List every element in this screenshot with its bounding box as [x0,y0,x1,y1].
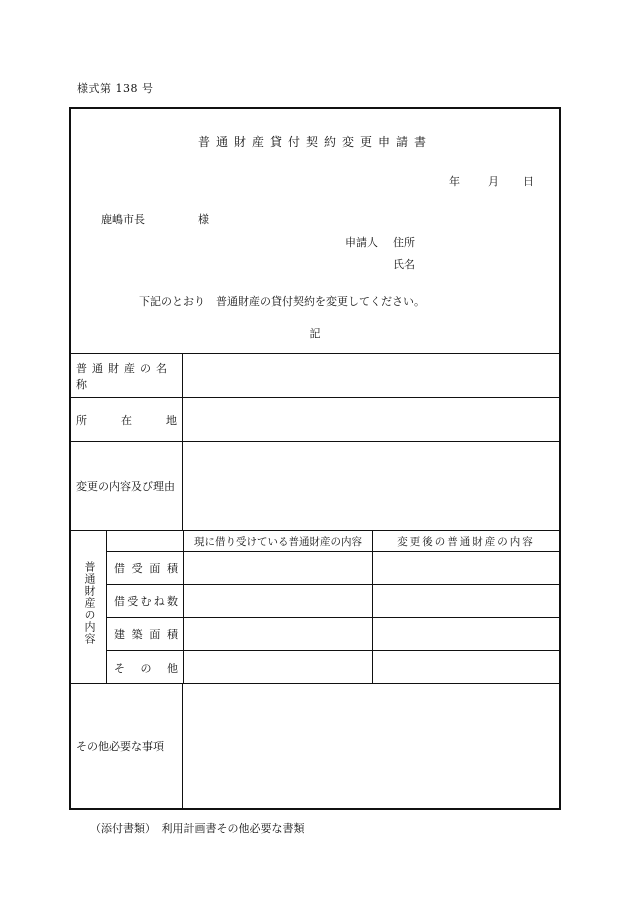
location-row [71,398,559,442]
contents-header-row [107,531,559,552]
item-label-char: 受 [127,595,139,608]
addressee: 鹿嶋市長 [101,213,145,226]
location-label-char: 所 [76,413,87,427]
item-label-char: 築 [131,628,143,641]
other-current-field[interactable] [183,651,373,684]
other-matters-row [71,684,559,808]
other-after-field[interactable] [373,651,559,684]
item-label-char: 借 [114,595,125,608]
building-count-current-field[interactable] [183,585,373,617]
request-text: 下記のとおり 普通財産の貸付契約を変更してください。 [139,295,425,308]
attachments-note: （添付書類） 利用計画書その他必要な書類 [90,822,305,835]
form-header [71,109,559,354]
property-contents-block [71,531,559,684]
date-month-label: 月 [488,175,499,188]
applicant-label: 申請人 [345,236,378,249]
location-label-char: 在 [121,413,132,427]
other-matters-label: その他必要な事項 [71,684,183,808]
location-label-char: 地 [166,413,177,427]
change-reason-field[interactable] [183,442,559,530]
item-label-char: 借 [114,562,125,575]
item-row-lease-area [107,552,559,585]
item-row-building-area [107,618,559,651]
change-reason-label: 変更の内容及び理由 [71,442,183,530]
date-year-label: 年 [449,175,460,188]
form-number: 様式第 138 号 [77,82,154,95]
building-area-current-field[interactable] [183,618,373,650]
property-name-label: 普通財産の名称 [71,354,183,397]
property-contents-label-cell [71,531,107,683]
property-name-field[interactable] [183,354,559,397]
property-contents-label: 普通財産の内容 [83,561,96,645]
name-label: 氏名 [393,258,415,271]
building-count-after-field[interactable] [373,585,559,617]
item-label-char: 建 [114,628,125,641]
item-label-char: む [140,595,152,608]
item-label-char: 他 [167,661,178,675]
item-label-char: 受 [131,562,143,575]
lease-area-after-field[interactable] [373,552,559,584]
item-label-char: 面 [149,562,161,575]
item-label-lease-area [107,552,183,584]
item-label-char: の [140,661,152,675]
lease-area-current-field[interactable] [183,552,373,584]
item-row-other [107,651,559,684]
item-label-other [107,651,183,684]
document-title: 普通財産貸付契約変更申請書 [197,135,432,149]
item-label-building-area [107,618,183,650]
other-matters-field[interactable] [183,684,559,808]
item-label-char: 面 [149,628,161,641]
location-field[interactable] [183,398,559,441]
item-label-char: そ [114,661,125,675]
item-label-char: 数 [167,595,178,608]
date-day-label: 日 [523,175,534,188]
building-area-after-field[interactable] [373,618,559,650]
item-label-building-count [107,585,183,617]
after-change-header: 変更後の普通財産の内容 [397,535,535,548]
current-contents-header: 現に借り受けている普通財産の内容 [183,531,373,551]
property-name-row [71,354,559,398]
change-reason-row [71,442,559,531]
location-label [71,398,183,441]
item-label-char: 積 [166,628,178,641]
item-label-char: 積 [166,562,178,575]
item-row-building-count [107,585,559,618]
item-label-char: ね [153,595,165,608]
honorific: 様 [198,213,209,226]
application-form [69,107,561,810]
ki-label: 記 [309,327,321,340]
address-label: 住所 [393,236,415,249]
